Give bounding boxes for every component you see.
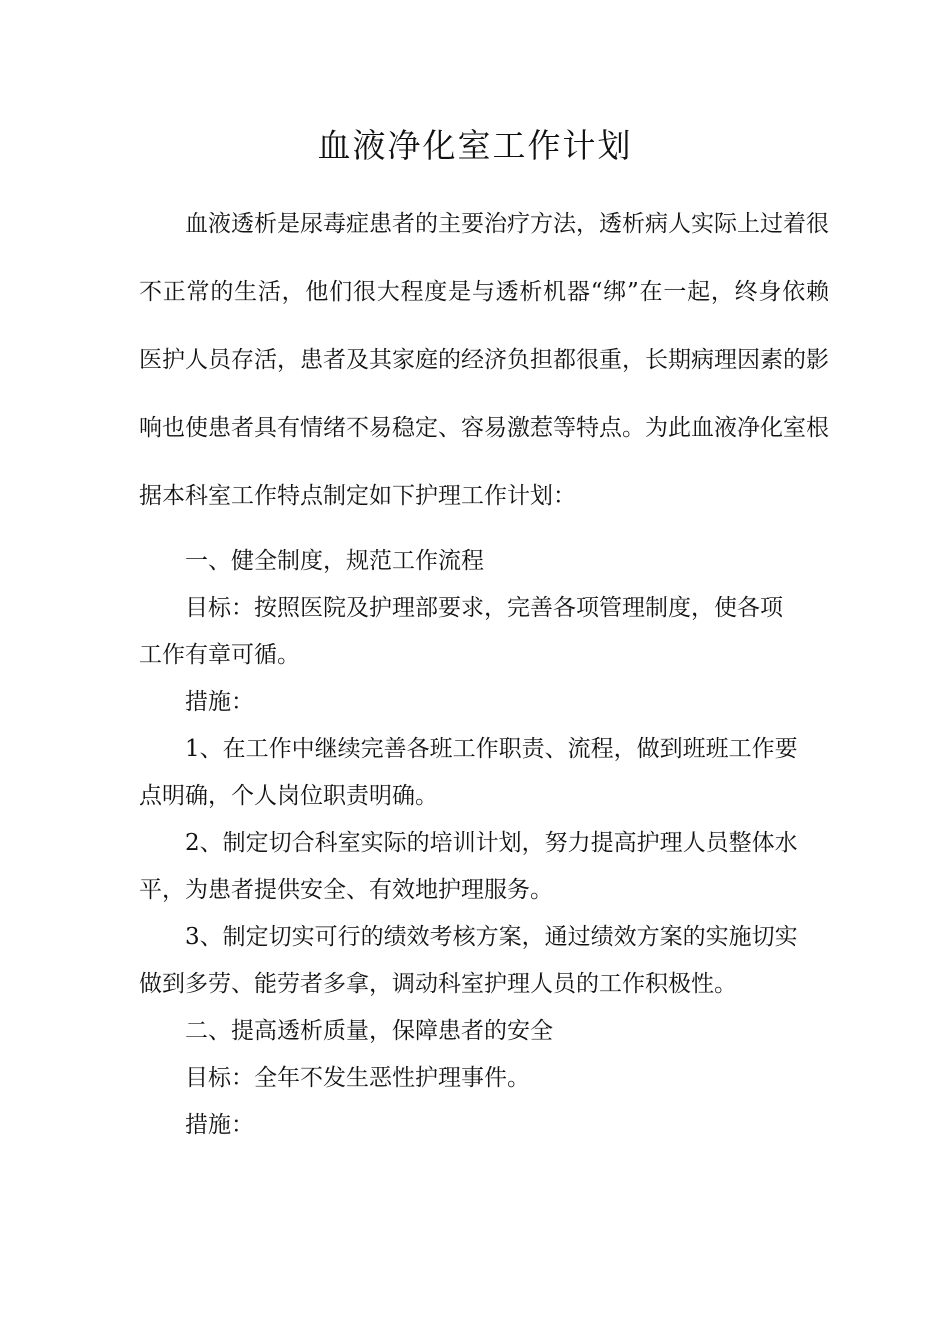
section-body <box>139 538 799 1149</box>
section1-goal: 目标：按照医院及护理部要求，完善各项管理制度，使各项工作有章可循。 <box>139 595 783 668</box>
section2-heading: 二、提高透析质量，保障患者的安全 <box>185 1018 553 1044</box>
section2-goal: 目标：全年不发生恶性护理事件。 <box>185 1065 530 1091</box>
section1-measures-label: 措施： <box>185 689 254 715</box>
section1-measure-item: 2、制定切合科室实际的培训计划，努力提高护理人员整体水平，为患者提供安全、有效地护理服务。 <box>139 830 798 903</box>
intro-paragraph: 血液透析是尿毒症患者的主要治疗方法，透析病人实际上过着很不正常的生活，他们很大程度是与透析机器“绑”在一起，终身依赖医护人员存活，患者及其家庭的经济负担都很重，长期病理因素的影响也使患者具有情绪不易稳定、容易激惹等特点。为此血液净化室根据本科室工作特点制定如下护理工作计划： <box>139 211 829 509</box>
section2-measures-label: 措施： <box>185 1112 254 1138</box>
section1-heading: 一、健全制度，规范工作流程 <box>185 548 484 574</box>
document-title: 血液净化室工作计划 <box>317 126 633 165</box>
section1-measure-item: 1、在工作中继续完善各班工作职责、流程，做到班班工作要点明确，个人岗位职责明确。 <box>139 736 798 809</box>
section1-measure-item: 3、制定切实可行的绩效考核方案，通过绩效方案的实施切实做到多劳、能劳者多拿，调动科室护理人员的工作积极性。 <box>139 924 798 997</box>
